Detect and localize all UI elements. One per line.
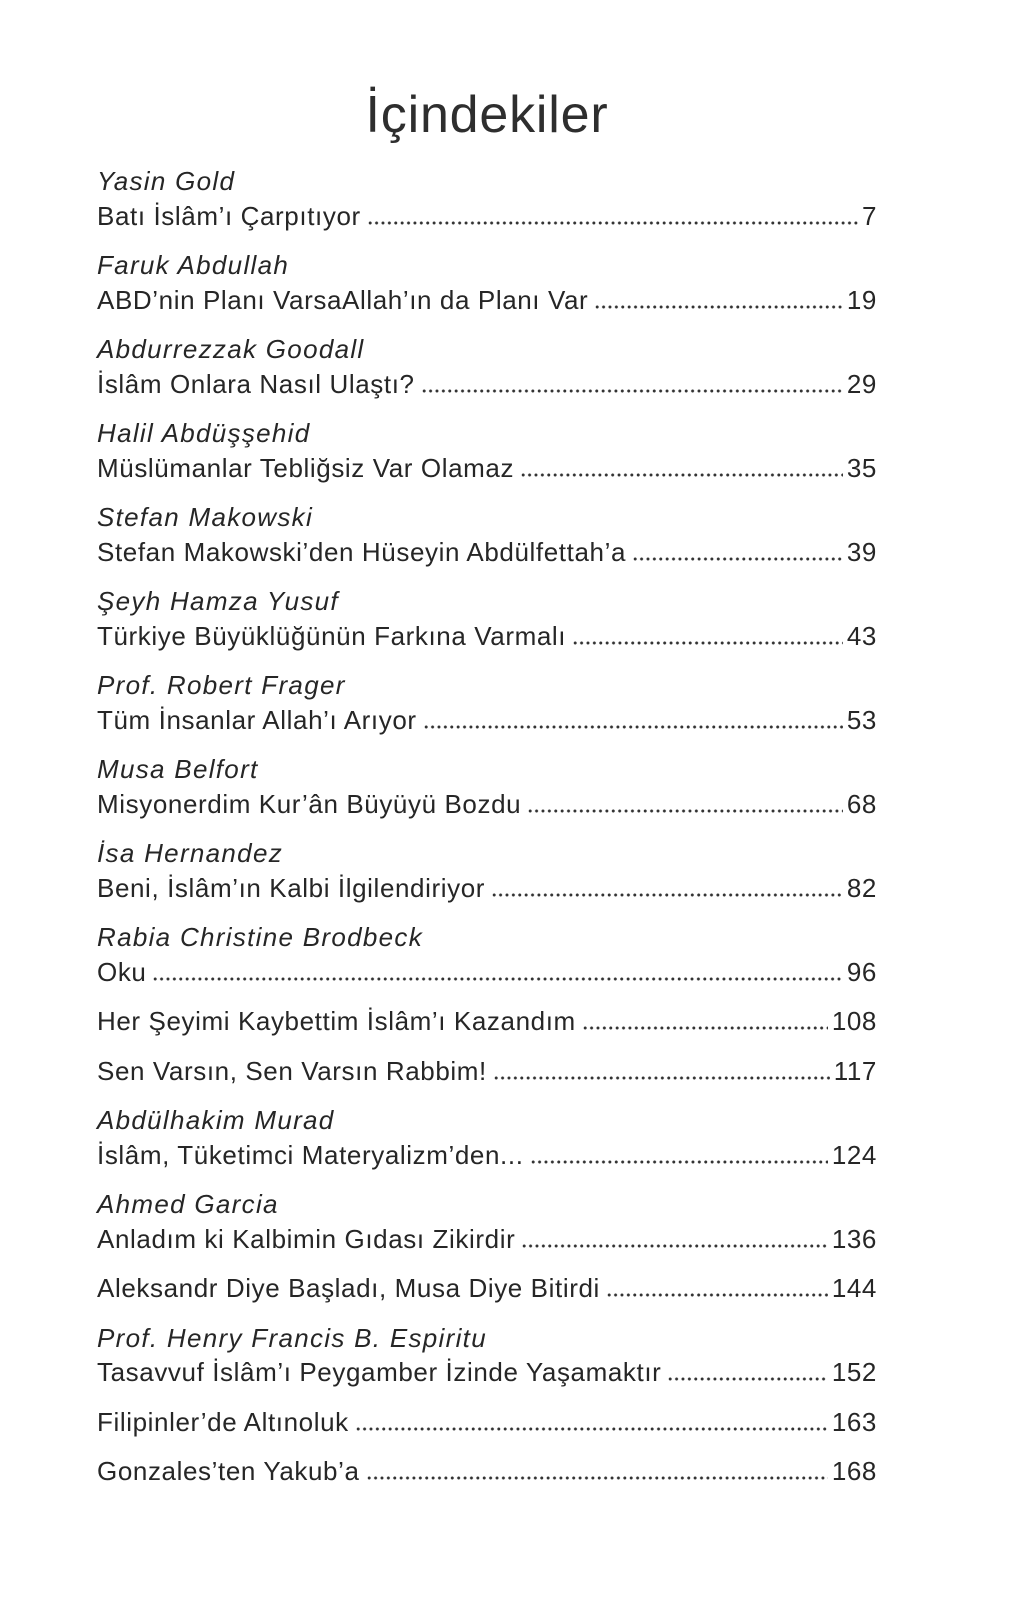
entry-author: Faruk Abdullah xyxy=(97,250,290,280)
dot-leader xyxy=(667,1377,827,1381)
entry-page-number: 168 xyxy=(831,1456,877,1486)
entry-title: Sen Varsın, Sen Varsın Rabbim! xyxy=(97,1055,487,1086)
dot-leader xyxy=(594,305,843,309)
dot-leader xyxy=(421,389,843,393)
dot-leader xyxy=(530,1160,828,1164)
dot-leader xyxy=(355,1427,828,1431)
toc-entry xyxy=(97,920,877,989)
toc-entry xyxy=(97,1321,877,1390)
entry-title: ABD’nin Planı VarsaAllah’ın da Planı Var xyxy=(97,284,589,315)
entry-line xyxy=(97,787,877,822)
dot-leader xyxy=(632,557,843,561)
toc-entry xyxy=(97,1454,877,1489)
entry-page-number: 19 xyxy=(846,284,877,315)
entry-title: İslâm, Tüketimci Materyalizm’den... xyxy=(97,1139,524,1170)
entry-page-number: 43 xyxy=(846,620,877,651)
toc-entry xyxy=(97,164,877,233)
toc-entry xyxy=(97,836,877,905)
entry-title: Anladım ki Kalbimin Gıdası Zikirdir xyxy=(97,1223,516,1254)
dot-leader xyxy=(491,893,843,897)
entry-line xyxy=(97,619,877,654)
toc-entry xyxy=(97,752,877,821)
entry-title: İslâm Onlara Nasıl Ulaştı? xyxy=(97,368,415,399)
entry-author: Prof. Robert Frager xyxy=(97,670,346,700)
entry-author: Prof. Henry Francis B. Espiritu xyxy=(97,1322,487,1353)
entry-title: Oku xyxy=(97,956,147,987)
toc-entry xyxy=(97,1271,877,1306)
entry-author: Abdurrezzak Goodall xyxy=(97,334,365,364)
entry-line xyxy=(97,1004,877,1039)
entry-author: Ahmed Garcia xyxy=(97,1189,279,1219)
toc-entry xyxy=(97,1004,877,1039)
dot-leader xyxy=(521,1244,827,1248)
entry-page-number: 53 xyxy=(846,704,877,735)
toc-entry xyxy=(97,332,877,401)
entry-title: Filipinler’de Altınoluk xyxy=(97,1406,349,1437)
entry-author: Abdülhakim Murad xyxy=(97,1105,335,1135)
entry-page-number: 124 xyxy=(831,1139,877,1170)
table-of-contents xyxy=(97,164,877,1489)
entry-line xyxy=(97,1355,877,1390)
entry-line xyxy=(97,871,877,906)
entry-title: Tüm İnsanlar Allah’ı Arıyor xyxy=(97,704,417,735)
entry-line xyxy=(97,367,877,402)
toc-entry xyxy=(97,500,877,569)
entry-page-number: 7 xyxy=(861,200,877,231)
entry-author: Rabia Christine Brodbeck xyxy=(97,922,424,952)
entry-title: Her Şeyimi Kaybettim İslâm’ı Kazandım xyxy=(97,1006,576,1036)
dot-leader xyxy=(527,809,843,813)
entry-line xyxy=(97,703,877,738)
entry-page-number: 163 xyxy=(831,1406,877,1437)
entry-line xyxy=(97,1271,877,1306)
entry-page-number: 82 xyxy=(846,872,877,903)
page-title: İçindekiler xyxy=(365,86,609,144)
entry-author: İsa Hernandez xyxy=(97,838,284,868)
toc-entry xyxy=(97,668,877,737)
dot-leader xyxy=(572,641,843,645)
entry-page-number: 96 xyxy=(846,956,877,987)
entry-page-number: 29 xyxy=(846,368,877,399)
entry-page-number: 136 xyxy=(831,1223,877,1254)
entry-line xyxy=(97,1454,877,1489)
dot-leader xyxy=(367,221,858,225)
entry-author: Yasin Gold xyxy=(97,166,236,196)
entry-title: Stefan Makowski’den Hüseyin Abdülfettah’a xyxy=(97,536,627,567)
entry-author: Halil Abdüşşehid xyxy=(97,418,311,448)
entry-line xyxy=(97,1054,877,1089)
entry-line xyxy=(97,1222,877,1257)
entry-line xyxy=(97,199,877,234)
entry-line xyxy=(97,451,877,486)
entry-title: Misyonerdim Kur’ân Büyüyü Bozdu xyxy=(97,788,522,819)
dot-leader xyxy=(423,725,843,729)
toc-entry xyxy=(97,1405,877,1440)
entry-author: Şeyh Hamza Yusuf xyxy=(97,586,339,616)
dot-leader xyxy=(493,1076,830,1080)
toc-entry xyxy=(97,1054,877,1089)
entry-page-number: 117 xyxy=(833,1055,877,1086)
toc-entry xyxy=(97,248,877,317)
entry-title: Aleksandr Diye Başladı, Musa Diye Bitirdi xyxy=(97,1273,600,1303)
dot-leader xyxy=(606,1293,828,1297)
entry-line xyxy=(97,535,877,570)
entry-page-number: 35 xyxy=(846,452,877,483)
entry-page-number: 152 xyxy=(831,1357,877,1387)
dot-leader xyxy=(366,1476,828,1480)
entry-author: Musa Belfort xyxy=(97,754,259,784)
entry-line xyxy=(97,283,877,318)
entry-line xyxy=(97,1405,877,1440)
dot-leader xyxy=(152,977,842,981)
entry-line xyxy=(97,955,877,990)
entry-title: Batı İslâm’ı Çarpıtıyor xyxy=(97,200,361,231)
entry-page-number: 68 xyxy=(846,788,877,819)
entry-author: Stefan Makowski xyxy=(97,502,314,532)
entry-page-number: 144 xyxy=(831,1273,877,1303)
entry-title: Türkiye Büyüklüğünün Farkına Varmalı xyxy=(97,620,567,651)
entry-page-number: 39 xyxy=(846,536,877,567)
toc-entry xyxy=(97,584,877,653)
entry-line xyxy=(97,1138,877,1173)
entry-title: Tasavvuf İslâm’ı Peygamber İzinde Yaşamaktır xyxy=(97,1357,662,1387)
entry-title: Gonzales’ten Yakub’a xyxy=(97,1456,360,1486)
toc-entry xyxy=(97,416,877,485)
toc-entry xyxy=(97,1187,877,1256)
dot-leader xyxy=(582,1026,828,1030)
entry-page-number: 108 xyxy=(831,1006,877,1036)
entry-title: Beni, İslâm’ın Kalbi İlgilendiriyor xyxy=(97,872,486,903)
dot-leader xyxy=(520,473,843,477)
entry-title: Müslümanlar Tebliğsiz Var Olamaz xyxy=(97,452,515,483)
toc-entry xyxy=(97,1103,877,1172)
